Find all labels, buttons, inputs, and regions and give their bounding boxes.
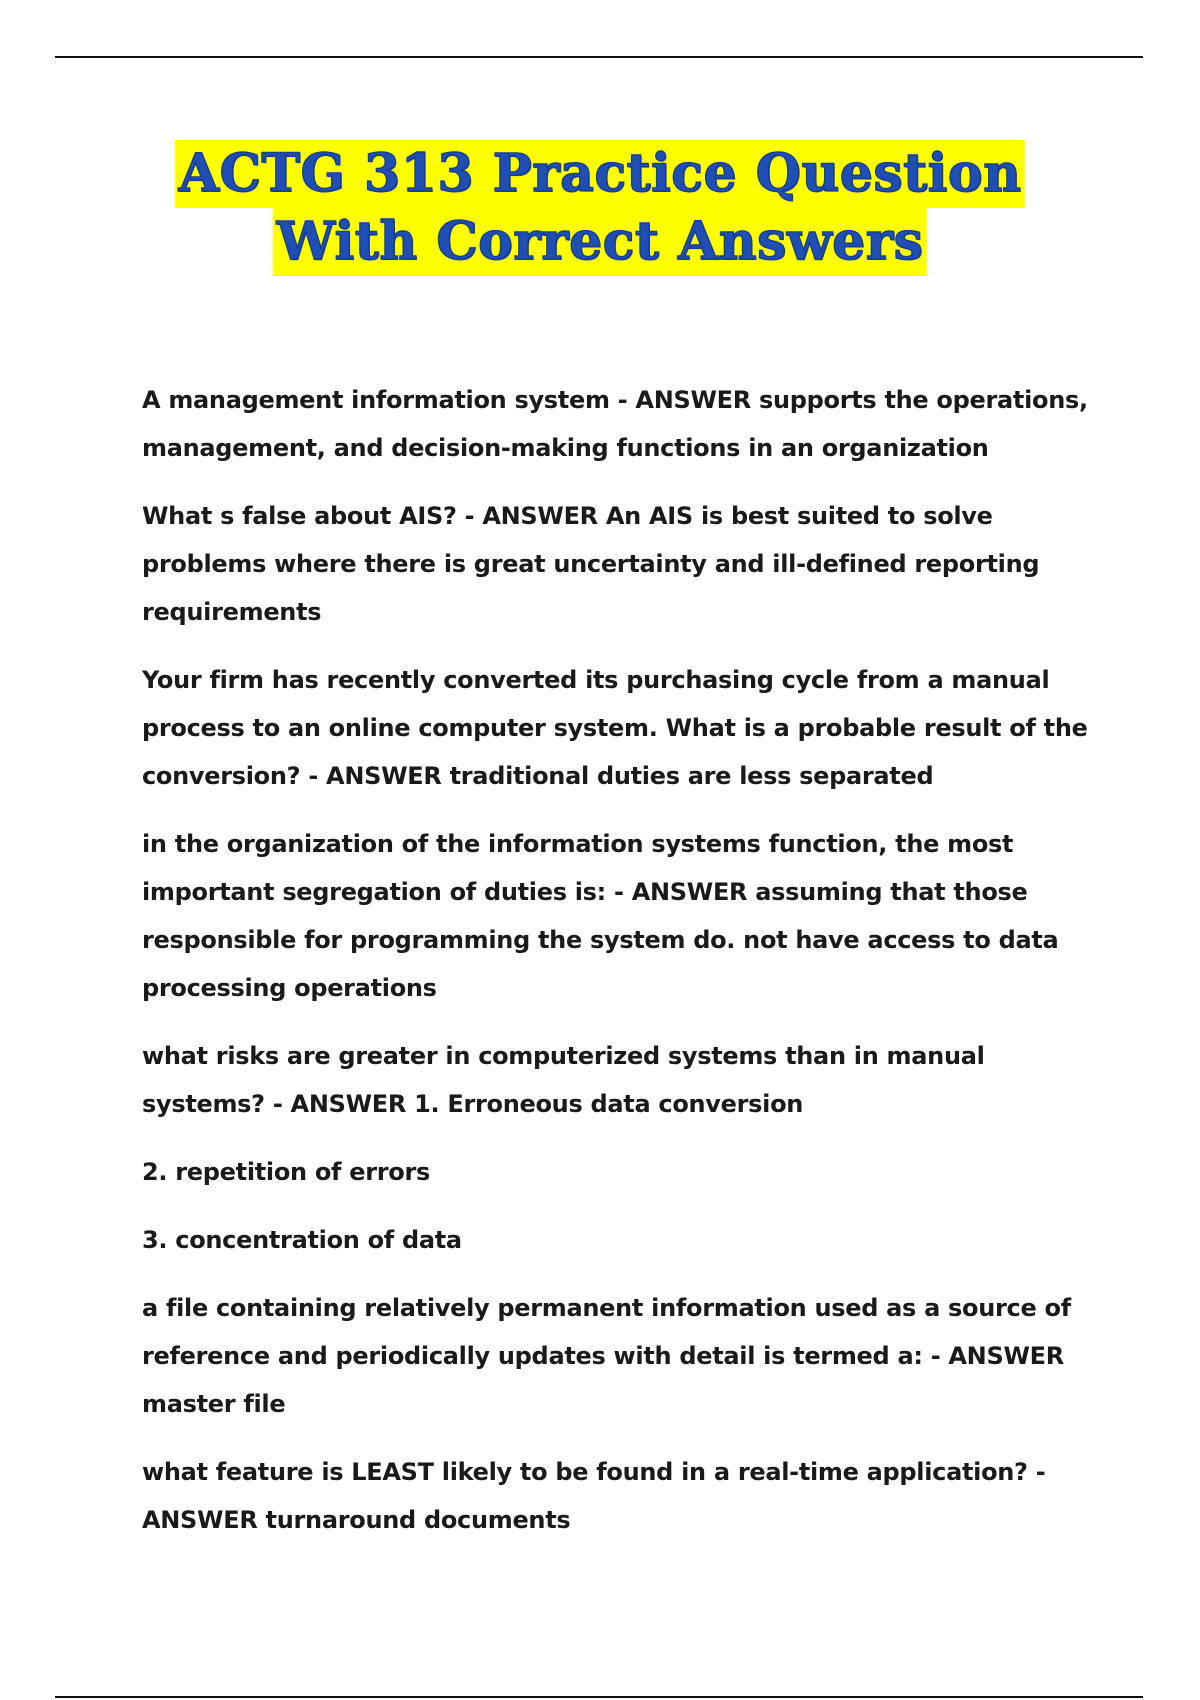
qa-item: 2. repetition of errors bbox=[142, 1158, 431, 1186]
qa-item: What s false about AIS? - ANSWER An AIS is best suited to solve problems where there is great uncertainty and ill-defined reporting requirements bbox=[142, 502, 1040, 626]
qa-item: what feature is LEAST likely to be found in a real-time application? - ANSWER turnaround documents bbox=[142, 1458, 1046, 1534]
top-rule bbox=[55, 56, 1143, 58]
bottom-rule bbox=[55, 1696, 1143, 1698]
qa-item: A management information system - ANSWER supports the operations, management, and decision-making functions in an organization bbox=[142, 386, 1088, 462]
qa-list bbox=[142, 376, 1102, 1564]
title-line-2: With Correct Answers bbox=[273, 208, 928, 276]
qa-item: Your firm has recently converted its purchasing cycle from a manual process to an online computer system. What is a probable result of the conversion? - ANSWER traditional duties are less separated bbox=[142, 666, 1088, 790]
qa-item: what risks are greater in computerized systems than in manual systems? - ANSWER 1. Erroneous data conversion bbox=[142, 1042, 985, 1118]
title-line-1: ACTG 313 Practice Question bbox=[175, 140, 1026, 208]
qa-item: a file containing relatively permanent information used as a source of reference and periodically updates with detail is termed a: - ANSWER master file bbox=[142, 1294, 1071, 1418]
qa-item: in the organization of the information systems function, the most important segregation of duties is: - ANSWER assuming that those responsible for programming the system do. not have access to data processing operations bbox=[142, 830, 1059, 1002]
document-title bbox=[0, 140, 1200, 276]
qa-item: 3. concentration of data bbox=[142, 1226, 462, 1254]
